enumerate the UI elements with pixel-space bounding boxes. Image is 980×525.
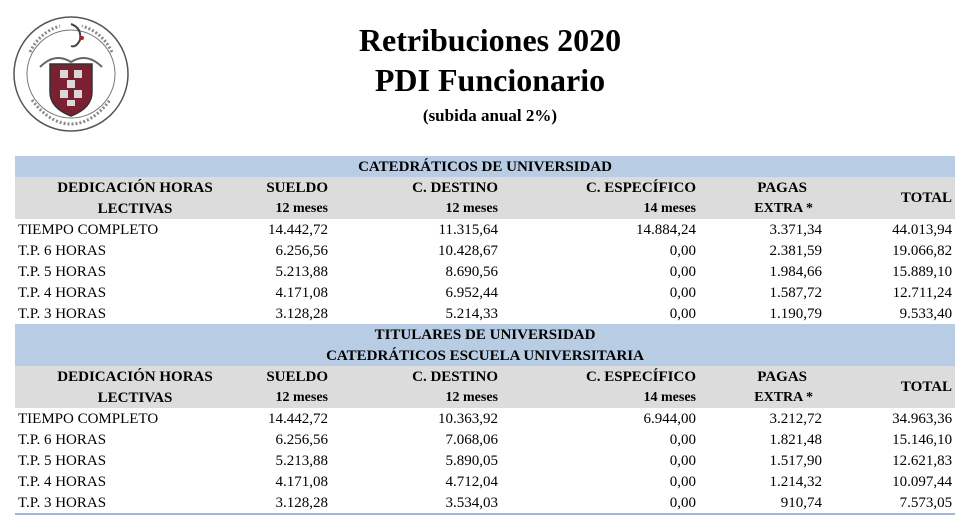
cell-destino: 10.363,92: [438, 410, 498, 427]
table-row: [15, 219, 955, 240]
table-row: [15, 303, 955, 324]
cell-total: 15.889,10: [892, 263, 953, 280]
header-dedicacion-sub: LECTIVAS: [15, 198, 255, 219]
cell-sueldo: 5.213,88: [275, 263, 328, 280]
header-pagas: PAGAS: [699, 177, 825, 198]
cell-especifico: 0,00: [669, 452, 696, 469]
header-dedicacion: DEDICACIÓN HORAS: [15, 366, 255, 387]
header-pagas-sub: EXTRA *: [699, 387, 825, 408]
cell-especifico: 0,00: [669, 242, 696, 259]
cell-total: 12.711,24: [892, 284, 953, 301]
table-row: [15, 471, 955, 492]
page-title: Retribuciones 2020: [358, 22, 622, 58]
header-total: TOTAL: [825, 366, 955, 408]
header-sueldo: SUELDO: [255, 177, 331, 198]
cell-pagas: 2.381,59: [769, 242, 822, 259]
cell-name: T.P. 6 HORAS: [18, 431, 107, 448]
retribuciones-table: [15, 156, 955, 515]
cell-pagas: 1.984,66: [769, 263, 822, 280]
page-note: (subida anual 2%): [422, 106, 558, 125]
section-heading: [15, 156, 955, 177]
cell-total: 9.533,40: [899, 305, 953, 322]
table-row: [15, 450, 955, 471]
page-subtitle: PDI Funcionario: [374, 62, 606, 98]
cell-name: T.P. 3 HORAS: [18, 494, 107, 511]
header-total: TOTAL: [825, 177, 955, 219]
cell-pagas: 1.190,79: [769, 305, 822, 322]
cell-especifico: 0,00: [669, 494, 696, 511]
cell-destino: 5.890,05: [445, 452, 498, 469]
cell-name: TIEMPO COMPLETO: [18, 410, 159, 427]
header-destino: C. DESTINO: [331, 366, 501, 387]
cell-destino: 5.214,33: [445, 305, 498, 322]
column-header-row: [15, 387, 955, 408]
cell-destino: 3.534,03: [445, 494, 498, 511]
header-destino-sub: 12 meses: [331, 387, 501, 408]
cell-name: T.P. 6 HORAS: [18, 242, 107, 259]
cell-total: 10.097,44: [892, 473, 953, 490]
cell-pagas: 3.212,72: [769, 410, 822, 427]
table-row: [15, 240, 955, 261]
table-row: [15, 408, 955, 429]
section-title: CATEDRÁTICOS DE UNIVERSIDAD: [15, 156, 955, 177]
header-destino-sub: 12 meses: [331, 198, 501, 219]
cell-name: T.P. 3 HORAS: [18, 305, 107, 322]
cell-destino: 10.428,67: [438, 242, 498, 259]
cell-name: T.P. 5 HORAS: [18, 263, 107, 280]
cell-destino: 7.068,06: [445, 431, 498, 448]
cell-sueldo: 6.256,56: [275, 431, 328, 448]
table-row: [15, 282, 955, 303]
header-especifico: C. ESPECÍFICO: [501, 177, 699, 198]
cell-total: 34.963,36: [892, 410, 953, 427]
cell-sueldo: 4.171,08: [275, 284, 328, 301]
header-dedicacion-sub: LECTIVAS: [15, 387, 255, 408]
cell-name: TIEMPO COMPLETO: [18, 221, 159, 238]
header-destino: C. DESTINO: [331, 177, 501, 198]
cell-sueldo: 14.442,72: [268, 410, 328, 427]
cell-sueldo: 3.128,28: [275, 494, 328, 511]
cell-total: 19.066,82: [892, 242, 953, 259]
header-sueldo-sub: 12 meses: [255, 387, 331, 408]
header-sueldo: SUELDO: [255, 366, 331, 387]
section-title: TITULARES DE UNIVERSIDAD: [15, 324, 955, 345]
cell-sueldo: 5.213,88: [275, 452, 328, 469]
cell-especifico: 0,00: [669, 263, 696, 280]
header-pagas: PAGAS: [699, 366, 825, 387]
cell-pagas: 3.371,34: [769, 221, 822, 238]
cell-pagas: 910,74: [780, 494, 822, 511]
header-especifico-sub: 14 meses: [501, 387, 699, 408]
column-header-row: [15, 198, 955, 219]
cell-pagas: 1.517,90: [769, 452, 822, 469]
cell-destino: 4.712,04: [445, 473, 498, 490]
header-sueldo-sub: 12 meses: [255, 198, 331, 219]
table-row: [15, 492, 955, 514]
cell-sueldo: 4.171,08: [275, 473, 328, 490]
section-title: CATEDRÁTICOS ESCUELA UNIVERSITARIA: [15, 345, 955, 366]
table-row: [15, 429, 955, 450]
table-row: [15, 261, 955, 282]
cell-sueldo: 6.256,56: [275, 242, 328, 259]
cell-especifico: 0,00: [669, 473, 696, 490]
cell-especifico: 0,00: [669, 431, 696, 448]
cell-destino: 11.315,64: [438, 221, 498, 238]
cell-total: 12.621,83: [892, 452, 953, 469]
section-heading: [15, 324, 955, 345]
cell-pagas: 1.821,48: [769, 431, 822, 448]
section-heading: [15, 345, 955, 366]
cell-destino: 6.952,44: [445, 284, 498, 301]
cell-sueldo: 3.128,28: [275, 305, 328, 322]
cell-total: 15.146,10: [892, 431, 953, 448]
cell-name: T.P. 5 HORAS: [18, 452, 107, 469]
cell-especifico: 0,00: [669, 284, 696, 301]
header-dedicacion: DEDICACIÓN HORAS: [15, 177, 255, 198]
header-especifico: C. ESPECÍFICO: [501, 366, 699, 387]
cell-total: 44.013,94: [892, 221, 953, 238]
cell-especifico: 0,00: [669, 305, 696, 322]
column-header-row: [15, 177, 955, 198]
column-header-row: [15, 366, 955, 387]
cell-pagas: 1.214,32: [769, 473, 822, 490]
header-pagas-sub: EXTRA *: [699, 198, 825, 219]
cell-destino: 8.690,56: [445, 263, 498, 280]
cell-sueldo: 14.442,72: [268, 221, 328, 238]
cell-name: T.P. 4 HORAS: [18, 473, 107, 490]
cell-name: T.P. 4 HORAS: [18, 284, 107, 301]
cell-pagas: 1.587,72: [769, 284, 822, 301]
cell-total: 7.573,05: [899, 494, 953, 511]
cell-especifico: 14.884,24: [636, 221, 696, 238]
cell-especifico: 6.944,00: [643, 410, 696, 427]
header-especifico-sub: 14 meses: [501, 198, 699, 219]
